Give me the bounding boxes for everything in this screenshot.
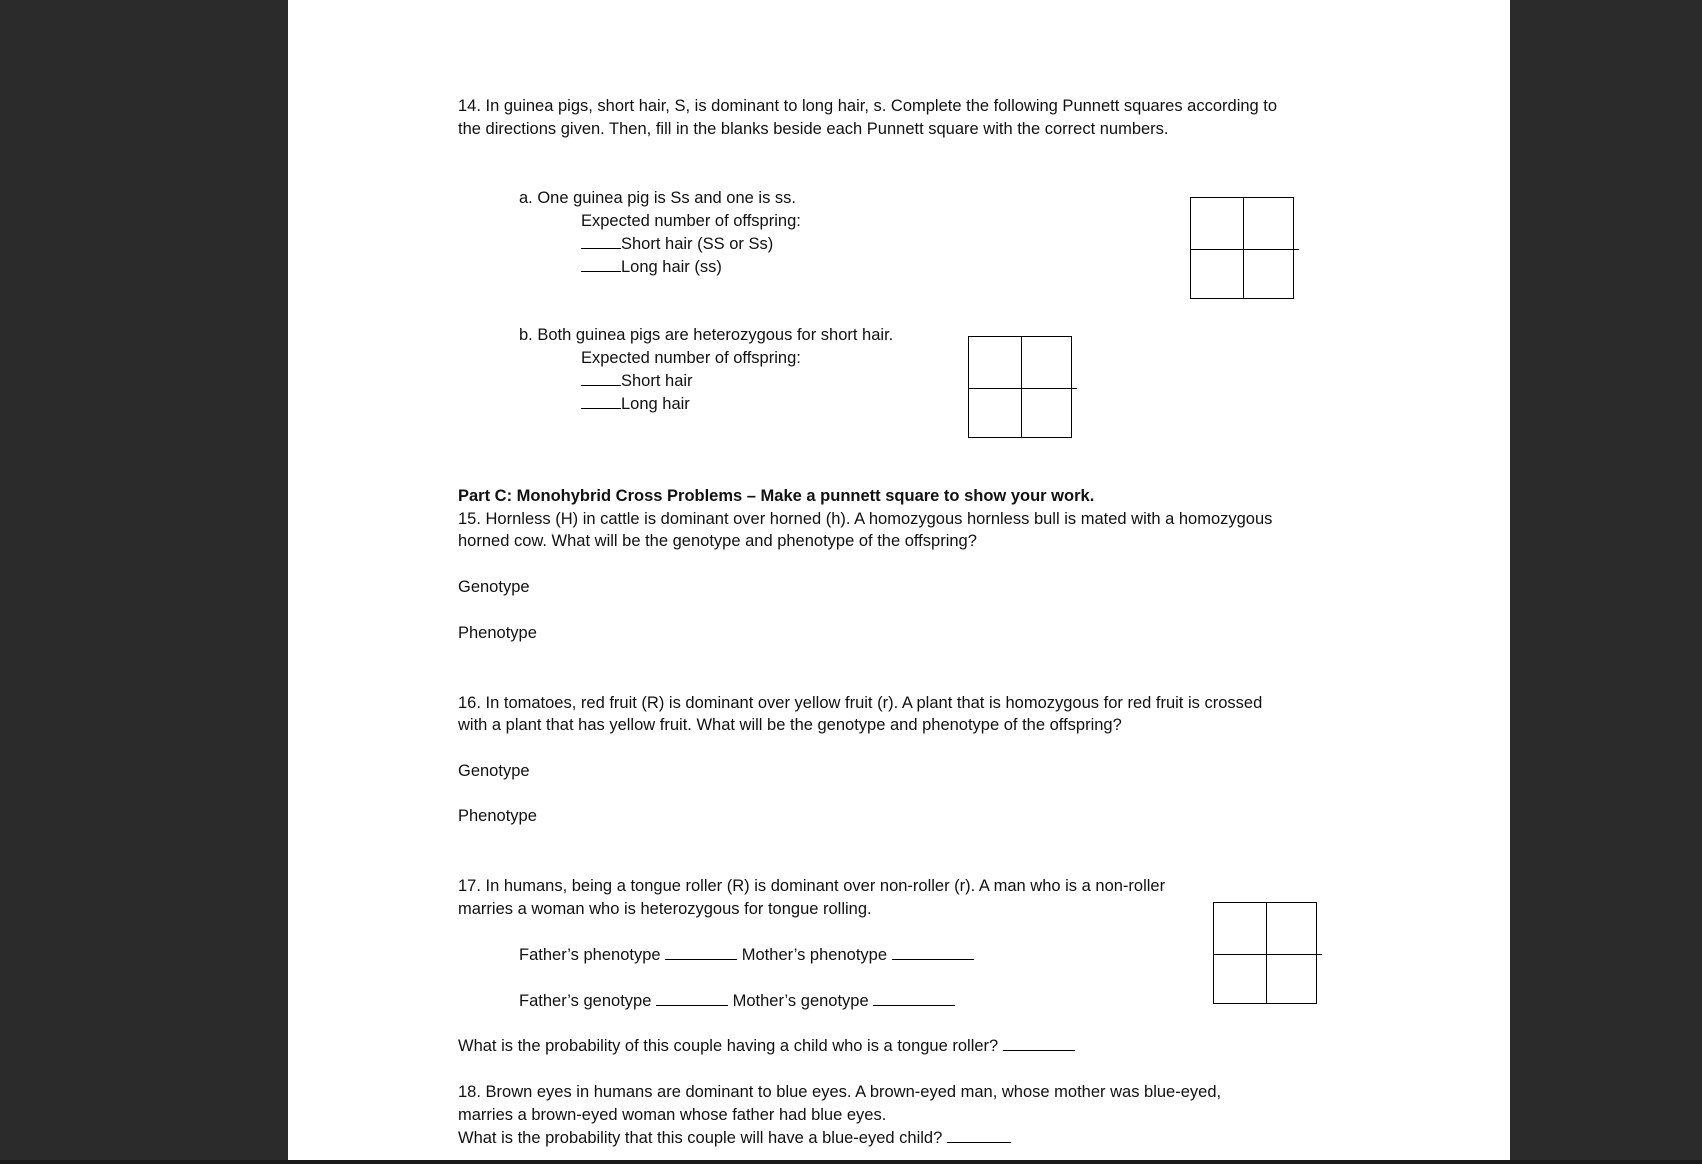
q17-genotype-row (519, 990, 955, 1013)
document-page (288, 0, 1510, 1160)
q18-line3-text: What is the probability that this couple will have a blue-eyed child? (458, 1129, 943, 1147)
mother-phenotype-blank[interactable] (892, 945, 974, 960)
q14a-long-row (581, 256, 722, 279)
q14b-short-blank[interactable] (581, 371, 621, 386)
q14a-punnett-square (1190, 197, 1294, 299)
q16-line2: with a plant that has yellow fruit. What will be the genotype and phenotype of the offspring? (458, 716, 1122, 734)
q17-probability-row (458, 1035, 1075, 1058)
q15-phenotype-label: Phenotype (458, 624, 537, 642)
q16-genotype-label: Genotype (458, 762, 530, 780)
q16-line1: 16. In tomatoes, red fruit (R) is dominant over yellow fruit (r). A plant that is homozygous for red fruit is crossed (458, 694, 1263, 712)
q15-line1: 15. Hornless (H) in cattle is dominant over horned (h). A homozygous hornless bull is mated with a homozygous (458, 510, 1273, 528)
q14a-expected: Expected number of offspring: (581, 212, 801, 230)
q15-line2: horned cow. What will be the genotype and phenotype of the offspring? (458, 532, 977, 550)
q17-probability-text: What is the probability of this couple having a child who is a tongue roller? (458, 1037, 999, 1055)
q14a-short-blank[interactable] (581, 234, 621, 249)
q14b-punnett-square (968, 336, 1072, 438)
father-phenotype-label: Father’s phenotype (519, 946, 661, 964)
q14a-long-label: Long hair (ss) (621, 258, 722, 276)
q16-phenotype-label: Phenotype (458, 807, 537, 825)
q17-line2: marries a woman who is heterozygous for tongue rolling. (458, 900, 872, 918)
q14b-long-row (581, 393, 690, 416)
q17-probability-blank[interactable] (1003, 1036, 1075, 1051)
q14-line1: 14. In guinea pigs, short hair, S, is dominant to long hair, s. Complete the following Punnett squares according to (458, 97, 1278, 115)
father-genotype-label: Father’s genotype (519, 992, 652, 1010)
mother-genotype-label: Mother’s genotype (732, 992, 869, 1010)
mother-genotype-blank[interactable] (873, 991, 955, 1006)
q17-phenotype-row (519, 944, 974, 967)
q14b-short-label: Short hair (621, 372, 693, 390)
q14a-long-blank[interactable] (581, 257, 621, 272)
q14a-short-label: Short hair (SS or Ss) (621, 235, 774, 253)
q14-line2: the directions given. Then, fill in the blanks beside each Punnett square with the correct numbers. (458, 120, 1169, 138)
q15-genotype-label: Genotype (458, 578, 530, 596)
q17-punnett-square (1213, 902, 1317, 1004)
q18-probability-blank[interactable] (947, 1128, 1011, 1143)
q14b-long-blank[interactable] (581, 394, 621, 409)
father-phenotype-blank[interactable] (665, 945, 737, 960)
q14a-short-row (581, 233, 773, 256)
q18-line3-row (458, 1127, 1011, 1150)
q14b-expected: Expected number of offspring: (581, 349, 801, 367)
father-genotype-blank[interactable] (656, 991, 728, 1006)
q18-line2: marries a brown-eyed woman whose father had blue eyes. (458, 1106, 887, 1124)
q17-line1: 17. In humans, being a tongue roller (R) is dominant over non-roller (r). A man who is a non-roller (458, 877, 1166, 895)
q14b-prompt: b. Both guinea pigs are heterozygous for short hair. (519, 326, 894, 344)
q14a-prompt: a. One guinea pig is Ss and one is ss. (519, 189, 797, 207)
q14b-long-label: Long hair (621, 395, 690, 413)
q18-line1: 18. Brown eyes in humans are dominant to blue eyes. A brown-eyed man, whose mother was blue-eyed, (458, 1083, 1222, 1101)
viewer-bottom-edge (0, 1160, 1702, 1164)
q14b-short-row (581, 370, 693, 393)
mother-phenotype-label: Mother’s phenotype (741, 946, 888, 964)
part-c-heading: Part C: Monohybrid Cross Problems – Make a punnett square to show your work. (458, 487, 1095, 505)
